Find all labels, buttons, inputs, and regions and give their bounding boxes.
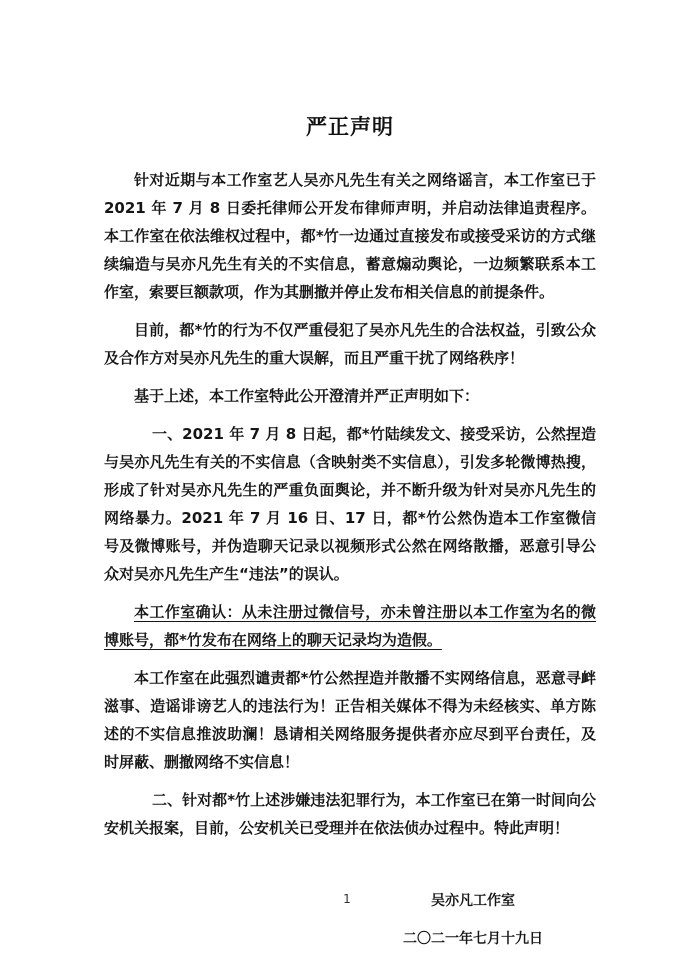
signature-date: 二〇二一年七月十九日 bbox=[403, 931, 543, 947]
statement-title: 严正声明 bbox=[306, 115, 394, 139]
paragraph-item-2: 二、针对都*竹上述涉嫌违法犯罪行为，本工作室已在第一时间向公安机关报案，目前，公安机关已受理并在依法侦办过程中。特此声明！ bbox=[104, 791, 596, 837]
paragraph-condemnation: 本工作室在此强烈谴责都*竹公然捏造并散播不实网络信息，恶意寻衅滋事、造谣诽谤艺人的违法行为！正告相关媒体不得为未经核实、单方陈述的不实信息推波助澜！恳请相关网络服务提供者亦应尽到平台责任，及时屏蔽、删撤网络不实信息！ bbox=[104, 669, 596, 771]
page-number: 1 bbox=[343, 892, 351, 906]
paragraph-current-situation: 目前，都*竹的行为不仅严重侵犯了吴亦凡先生的合法权益，引致公众及合作方对吴亦凡先生的重大误解，而且严重干扰了网络秩序！ bbox=[104, 321, 596, 367]
paragraph-item-1: 一、2021 年 7 月 8 日起，都*竹陆续发文、接受采访，公然捏造与吴亦凡先生有关的不实信息（含映射类不实信息），引发多轮微博热搜，形成了针对吴亦凡先生的严重负面舆论，并不断升级为针对吴亦凡先生的网络暴力。2021 年 7 月 16 日、17 日，都*竹公然伪造本工作室微信号及微博账号，并伪造聊天记录以视频形式公然在网络散播，恶意引导公众对吴亦凡先生产生“违法”的误认。 bbox=[104, 425, 596, 583]
paragraph-intro: 针对近期与本工作室艺人吴亦凡先生有关之网络谣言，本工作室已于 2021 年 7 月 8 日委托律师公开发布律师声明，并启动法律追责程序。本工作室在依法维权过程中，都*竹一边通过直接发布或接受采访的方式继续编造与吴亦凡先生有关的不实信息，蓄意煽动舆论，一边频繁联系本工作室，索要巨额款项，作为其删撤并停止发布相关信息的前提条件。 bbox=[104, 171, 596, 301]
paragraph-confirmation-underlined: 本工作室确认：从未注册过微信号，亦未曾注册以本工作室为名的微博账号，都*竹发布在网络上的聊天记录均为造假。 bbox=[104, 603, 596, 649]
paragraph-declaration-lead: 基于上述，本工作室特此公开澄清并严正声明如下： bbox=[134, 387, 480, 405]
signature-studio-name: 吴亦凡工作室 bbox=[431, 893, 515, 909]
